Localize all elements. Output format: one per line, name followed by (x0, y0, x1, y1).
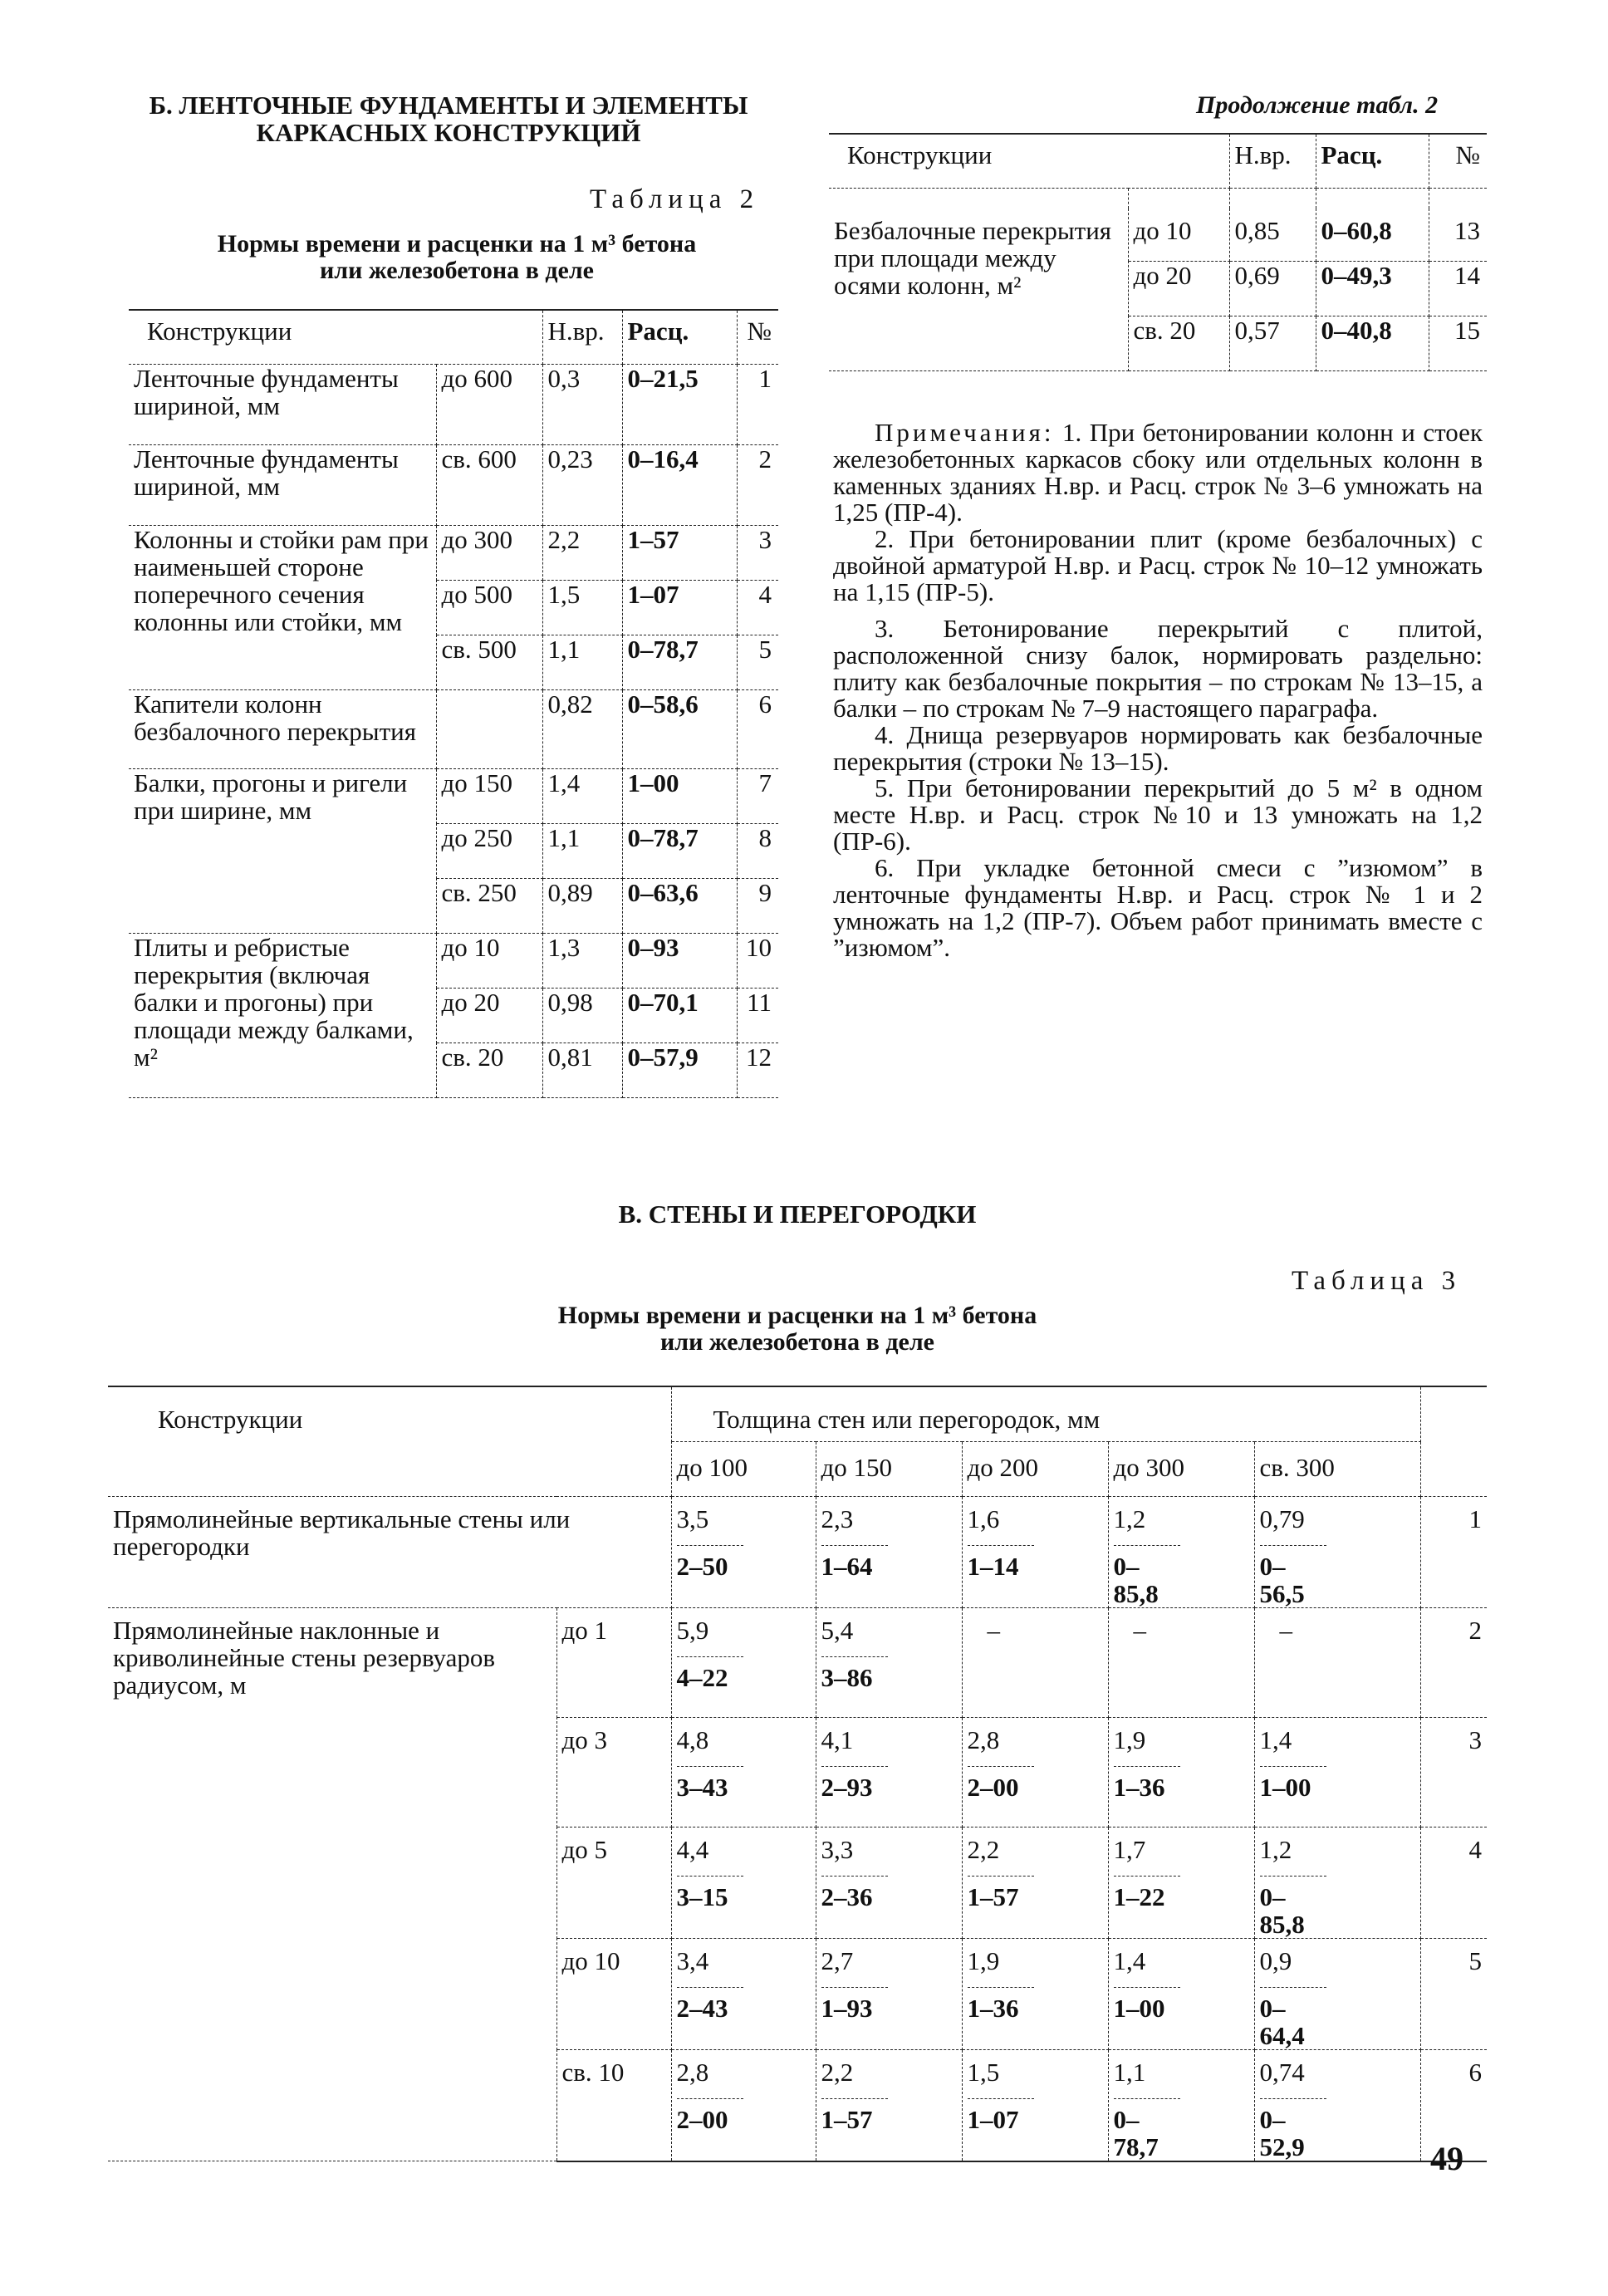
cell (816, 1827, 962, 1938)
row-rasc: 0–60,8 (1316, 209, 1429, 262)
norm-time: 1,4 (1259, 1724, 1292, 1754)
row-rasc: 0–49,3 (1316, 262, 1429, 316)
table-header-row (129, 310, 778, 365)
row-sub: до 150 (436, 769, 542, 824)
cell (962, 1717, 1108, 1827)
header-constructions: Конструкции (129, 310, 542, 365)
table-2-continued (829, 133, 1487, 371)
row-name: Колонны и стойки рам при наименьшей стороне поперечного сечения колонны или стойки, мм (129, 526, 436, 690)
cell (962, 1938, 1108, 2049)
note-6: 6. При укладке бетонной смеси с ”изюмом” в ленточные фундаменты Н.вр. и Расц. строк № 1 и 2 умножать на 1,2 (ПР-7). Объем работ принимать вместе с ”изюмом”. (833, 853, 1483, 962)
cell (1108, 1827, 1254, 1938)
table-3-caption (465, 1303, 1130, 1356)
cell: – (962, 1607, 1108, 1717)
row-sub: до 500 (436, 581, 542, 635)
row-no: 5 (1420, 1938, 1487, 2049)
row-no: 8 (737, 824, 778, 879)
notes-block (833, 419, 1483, 961)
row-nvr: 0,85 (1229, 209, 1316, 262)
header-constructions: Конструкции (829, 134, 1229, 189)
row-no: 2 (1420, 1607, 1487, 1717)
row-name: Балки, прогоны и ригели при ширине, мм (129, 769, 436, 934)
rate: 3–43 (677, 1766, 743, 1801)
table-row (829, 209, 1487, 262)
cell (1108, 1938, 1254, 2049)
norm-time: 2,2 (821, 2057, 854, 2087)
row-nvr: 0,69 (1229, 262, 1316, 316)
cell (671, 1607, 816, 1717)
row-rasc: 0–57,9 (622, 1043, 737, 1098)
row-rasc: 0–58,6 (622, 690, 737, 769)
row-nvr: 0,98 (542, 989, 622, 1043)
header-no: № (737, 310, 778, 365)
col-header: до 100 (671, 1441, 816, 1496)
header-rasc: Расц. (622, 310, 737, 365)
table-3 (108, 1386, 1487, 2162)
row-no: 3 (1420, 1717, 1487, 1827)
row-nvr: 1,5 (542, 581, 622, 635)
norm-time: 4,1 (821, 1724, 854, 1754)
rate: 0–56,5 (1260, 1545, 1326, 1607)
cell (962, 1827, 1108, 1938)
norm-time: 0,74 (1259, 2057, 1305, 2087)
cell (816, 2049, 962, 2161)
cell (671, 1717, 816, 1827)
row-sub: св. 10 (556, 2049, 671, 2161)
header-constructions: Конструкции (108, 1386, 671, 1496)
row-sub: до 10 (436, 934, 542, 989)
rate: 1–36 (1114, 1766, 1180, 1801)
section-title-line-1: Б. ЛЕНТОЧНЫЕ ФУНДАМЕНТЫ И ЭЛЕМЕНТЫ (149, 91, 748, 120)
row-rasc: 0–63,6 (622, 879, 737, 934)
norm-time: 2,7 (821, 1945, 854, 1975)
table-row (129, 769, 778, 824)
note-3: 3. Бетонирование перекрытий с плитой, расположенной снизу балок, нормировать раздельно: плиту как безбалочные покрытия – по строкам № 13–15, а балки – по строкам № 7–9 настоящего параграфа. (833, 614, 1483, 723)
note-2: 2. При бетонировании плит (кроме безбалочных) с двойной арматурой Н.вр. и Расц. строк № 10–12 умножать на 1,15 (ПР-5). (833, 524, 1483, 606)
section-title-b (116, 91, 781, 146)
row-rasc: 0–40,8 (1316, 316, 1429, 371)
cell (1108, 2049, 1254, 2161)
cell (671, 1827, 816, 1938)
caption-line-2: или железобетона в деле (320, 257, 594, 284)
row-rasc: 0–78,7 (622, 824, 737, 879)
row-no: 4 (737, 581, 778, 635)
cell (816, 1607, 962, 1717)
norm-time: 2,2 (967, 1834, 1000, 1864)
row-sub: до 20 (436, 989, 542, 1043)
cell (1254, 1496, 1420, 1607)
norm-time: 5,9 (676, 1615, 709, 1645)
cell: – (1108, 1607, 1254, 1717)
row-nvr: 1,1 (542, 824, 622, 879)
norm-time: 1,1 (1113, 2057, 1146, 2087)
row-nvr: 0,23 (542, 445, 622, 526)
rate: 1–57 (821, 2098, 888, 2133)
row-no: 13 (1429, 209, 1487, 262)
col-header: до 300 (1108, 1441, 1254, 1496)
rate: 2–00 (968, 1766, 1034, 1801)
row-rasc: 1–00 (622, 769, 737, 824)
row-nvr: 0,81 (542, 1043, 622, 1098)
cell (671, 1496, 816, 1607)
header-nvr: Н.вр. (1229, 134, 1316, 189)
row-rasc: 0–78,7 (622, 635, 737, 690)
row-name: Капители колонн безбалочного перекрытия (129, 690, 436, 769)
row-no: 11 (737, 989, 778, 1043)
norm-time: 3,3 (821, 1834, 854, 1864)
table-row (108, 1607, 1487, 1717)
row-no: 2 (737, 445, 778, 526)
rate: 1–00 (1114, 1987, 1180, 2022)
row-sub: до 10 (1128, 209, 1229, 262)
row-rasc: 0–70,1 (622, 989, 737, 1043)
rate: 4–22 (677, 1656, 743, 1691)
norm-time: 3,5 (676, 1504, 709, 1533)
table-row (129, 365, 778, 445)
rate: 2–00 (677, 2098, 743, 2133)
header-no: № (1429, 134, 1487, 189)
norm-time: 1,9 (967, 1945, 1000, 1975)
table-row (129, 690, 778, 769)
rate: 1–14 (968, 1545, 1034, 1580)
row-sub: св. 250 (436, 879, 542, 934)
table-row (129, 526, 778, 581)
header-rasc: Расц. (1316, 134, 1429, 189)
table-header-row (829, 134, 1487, 189)
row-no: 6 (737, 690, 778, 769)
norm-time: 2,8 (676, 2057, 709, 2087)
row-sub: св. 500 (436, 635, 542, 690)
row-name: Прямолинейные наклонные и криволинейные стены резервуаров радиусом, м (108, 1607, 556, 2161)
norm-time: 1,6 (967, 1504, 1000, 1533)
cell (962, 1496, 1108, 1607)
cell (671, 2049, 816, 2161)
row-no: 1 (1420, 1496, 1487, 1607)
norm-time: 0,9 (1259, 1945, 1292, 1975)
rate: 2–43 (677, 1987, 743, 2022)
caption-line-1: Нормы времени и расценки на 1 м³ бетона (557, 1302, 1037, 1329)
rate: 2–36 (821, 1876, 888, 1911)
row-sub: до 3 (556, 1717, 671, 1827)
col-header: до 200 (962, 1441, 1108, 1496)
cell: – (1254, 1607, 1420, 1717)
row-sub: до 250 (436, 824, 542, 879)
table-2-caption (125, 231, 789, 284)
row-sub: до 20 (1128, 262, 1229, 316)
row-nvr: 1,1 (542, 635, 622, 690)
rate: 3–86 (821, 1656, 888, 1691)
row-name: Ленточные фундаменты шириной, мм (129, 365, 436, 445)
norm-time: 1,4 (1113, 1945, 1146, 1975)
rate: 1–57 (968, 1876, 1034, 1911)
note-4: 4. Днища резервуаров нормировать как безбалочные перекрытия (строки № 13–15). (833, 720, 1483, 776)
row-name: Прямолинейные вертикальные стены или перегородки (108, 1496, 671, 1607)
rate: 1–22 (1114, 1876, 1180, 1911)
rate: 0–78,7 (1114, 2098, 1180, 2161)
row-no: 9 (737, 879, 778, 934)
continuation-label: Продолжение табл. 2 (1196, 91, 1439, 119)
cell (1254, 1827, 1420, 1938)
row-sub: до 10 (556, 1938, 671, 2049)
table-3-label: Таблица 3 (1292, 1266, 1462, 1296)
norm-time: 2,8 (967, 1724, 1000, 1754)
row-rasc: 1–07 (622, 581, 737, 635)
cell (1254, 1717, 1420, 1827)
norm-time: 4,8 (676, 1724, 709, 1754)
table-row (129, 445, 778, 526)
row-no: 14 (1429, 262, 1487, 316)
rate: 0–85,8 (1114, 1545, 1180, 1607)
row-nvr: 0,57 (1229, 316, 1316, 371)
row-no: 4 (1420, 1827, 1487, 1938)
cell (816, 1496, 962, 1607)
note-1-text: 1. При бетонировании колонн и стоек железобетонных каркасов сбоку или отдельных колонн в каменных зданиях Н.вр. и Расц. строк № 3–6 умножать на 1,25 (ПР-4). (833, 418, 1483, 527)
row-no: 12 (737, 1043, 778, 1098)
norm-time: 3,4 (676, 1945, 709, 1975)
norm-time: 0,79 (1259, 1504, 1305, 1533)
row-sub: до 300 (436, 526, 542, 581)
row-nvr: 0,82 (542, 690, 622, 769)
row-sub: св. 20 (1128, 316, 1229, 371)
norm-time: 1,5 (967, 2057, 1000, 2087)
rate: 1–93 (821, 1987, 888, 2022)
row-no: 5 (737, 635, 778, 690)
row-sub: св. 20 (436, 1043, 542, 1098)
row-rasc: 0–16,4 (622, 445, 737, 526)
note-5: 5. При бетонировании перекрытий до 5 м² в одном месте Н.вр. и Расц. строк №10 и 13 умножать на 1,2 (ПР-6). (833, 773, 1483, 856)
row-sub: до 5 (556, 1827, 671, 1938)
caption-line-2: или железобетона в деле (660, 1328, 934, 1356)
cell (1108, 1717, 1254, 1827)
cell (671, 1938, 816, 2049)
table-header-row (108, 1386, 1487, 1441)
header-thickness: Толщина стен или перегородок, мм (671, 1386, 1420, 1441)
rate: 1–64 (821, 1545, 888, 1580)
rate: 3–15 (677, 1876, 743, 1911)
rate: 0–85,8 (1260, 1876, 1326, 1938)
note-1 (833, 419, 1483, 526)
row-nvr: 0,3 (542, 365, 622, 445)
row-no: 6 (1420, 2049, 1487, 2161)
rate: 1–07 (968, 2098, 1034, 2133)
cell (1254, 2049, 1420, 2161)
norm-time: 1,9 (1113, 1724, 1146, 1754)
section-title-line-2: КАРКАСНЫХ КОНСТРУКЦИЙ (256, 118, 641, 147)
table-spacer-row (829, 189, 1487, 209)
cell (962, 2049, 1108, 2161)
norm-time: 1,7 (1113, 1834, 1146, 1864)
row-no: 1 (737, 365, 778, 445)
row-sub: св. 600 (436, 445, 542, 526)
row-no: 7 (737, 769, 778, 824)
row-rasc: 0–21,5 (622, 365, 737, 445)
table-2-label: Таблица 2 (590, 184, 760, 214)
row-nvr: 0,89 (542, 879, 622, 934)
row-no: 3 (737, 526, 778, 581)
table-row (129, 934, 778, 989)
row-sub: до 1 (556, 1607, 671, 1717)
norm-time: 4,4 (676, 1834, 709, 1864)
section-title-v: В. СТЕНЫ И ПЕРЕГОРОДКИ (618, 1200, 977, 1229)
norm-time: 1,2 (1113, 1504, 1146, 1533)
row-name: Безбалочные перекрытия при площади между осями колонн, м² (829, 209, 1128, 371)
rate: 0–64,4 (1260, 1987, 1326, 2049)
col-header: до 150 (816, 1441, 962, 1496)
row-nvr: 2,2 (542, 526, 622, 581)
rate: 1–36 (968, 1987, 1034, 2022)
notes-label: Примечания: (875, 418, 1055, 447)
rate: 2–93 (821, 1766, 888, 1801)
row-no: 15 (1429, 316, 1487, 371)
header-nvr: Н.вр. (542, 310, 622, 365)
cell (1108, 1496, 1254, 1607)
page-number: 49 (1430, 2140, 1463, 2177)
cell (816, 1717, 962, 1827)
caption-line-1: Нормы времени и расценки на 1 м³ бетона (217, 230, 697, 258)
norm-time: 5,4 (821, 1615, 854, 1645)
norm-time: 2,3 (821, 1504, 854, 1533)
col-header: св. 300 (1254, 1441, 1420, 1496)
row-no: 10 (737, 934, 778, 989)
row-nvr: 1,3 (542, 934, 622, 989)
row-name: Плиты и ребристые перекрытия (включая балки и прогоны) при площади между балками, м² (129, 934, 436, 1098)
table-row (108, 1496, 1487, 1607)
rate: 0–52,9 (1260, 2098, 1326, 2161)
cell (1254, 1938, 1420, 2049)
rate: 2–50 (677, 1545, 743, 1580)
table-2 (129, 309, 778, 1098)
row-nvr: 1,4 (542, 769, 622, 824)
cell (816, 1938, 962, 2049)
norm-time: 1,2 (1259, 1834, 1292, 1864)
row-rasc: 1–57 (622, 526, 737, 581)
row-rasc: 0–93 (622, 934, 737, 989)
row-name: Ленточные фундаменты шириной, мм (129, 445, 436, 526)
row-sub (436, 690, 542, 769)
row-sub: до 600 (436, 365, 542, 445)
rate: 1–00 (1260, 1766, 1326, 1801)
